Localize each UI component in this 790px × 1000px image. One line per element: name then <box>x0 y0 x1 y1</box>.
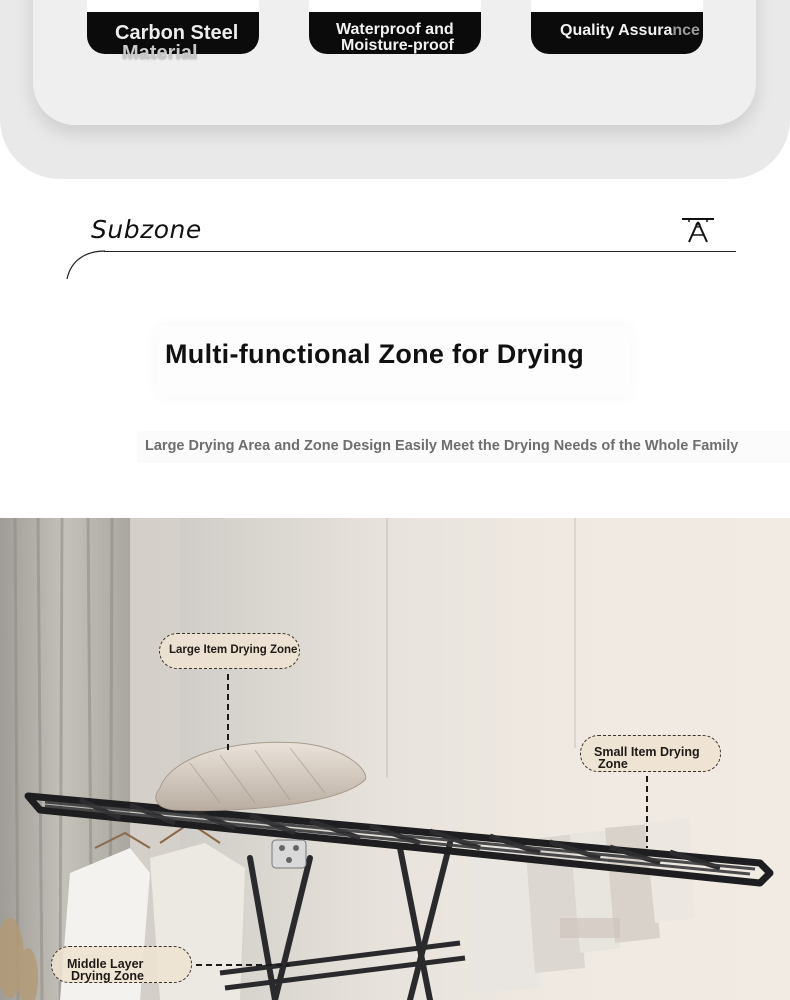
feature-label: Waterproof and Moisture-proof <box>336 21 454 54</box>
headline: Multi-functional Zone for Drying <box>156 325 631 397</box>
small-item-zone-label: Small Item Drying Zone <box>580 735 721 772</box>
feature-waterproof <box>309 0 481 54</box>
subheadline: Large Drying Area and Zone Design Easily Meet the Drying Needs of the Whole Family <box>137 431 790 463</box>
feature-label: Carbon Steel Material <box>115 22 239 64</box>
section-title: Subzone <box>91 215 202 244</box>
large-item-zone-label: Large Item Drying Zone <box>159 633 300 669</box>
product-photo <box>0 518 790 1000</box>
middle-layer-zone-label: Middle Layer Drying Zone <box>51 946 192 983</box>
feature-label: Quality Assurance <box>560 22 700 39</box>
feature-quality-assurance <box>531 0 703 54</box>
divider-curve <box>66 250 106 280</box>
section-divider <box>104 251 736 252</box>
feature-carbon-steel <box>87 0 259 64</box>
drying-rack-icon <box>680 217 716 245</box>
